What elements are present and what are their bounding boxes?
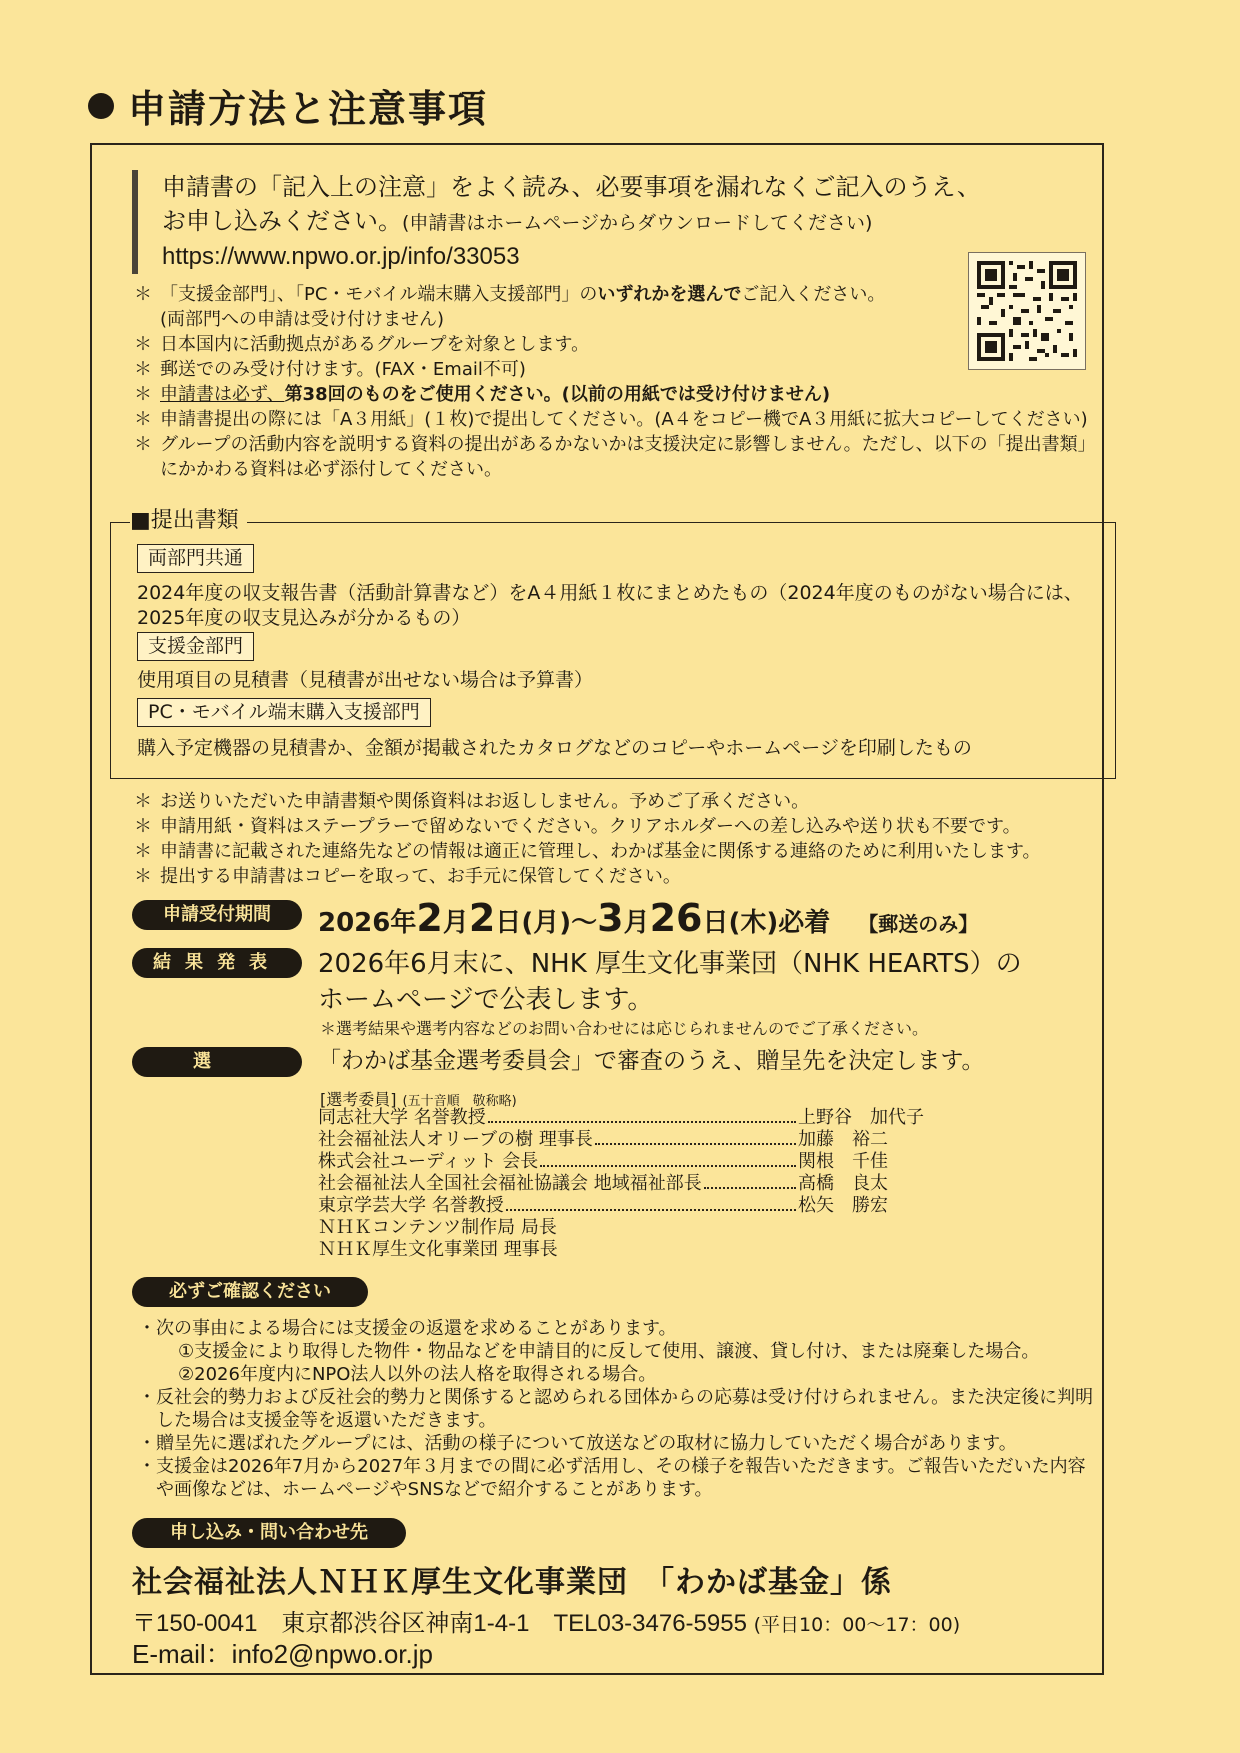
- list-item: 社会福祉法人オリーブの樹 理事長 加藤 裕二: [318, 1129, 888, 1150]
- list-item: ＊ 郵送でのみ受け付けます。(FAX・Email不可): [134, 359, 526, 380]
- result-text: 2026年6月末に、NHK 厚生文化事業団（NHK HEARTS）の ホームページで公表します。: [318, 949, 1022, 1015]
- list-item: ＮＨＫ厚生文化事業団 理事長: [318, 1239, 558, 1260]
- list-item: ＊ お送りいただいた申請書類や関係資料はお返ししません。予めご了承ください。: [134, 791, 810, 812]
- contact-address: 〒150-0041 東京都渋谷区神南1-4-1 TEL03-3476-5955 (平日10：00〜17：00): [132, 1610, 961, 1637]
- intro-line-2-main: お申し込みください。: [162, 207, 402, 235]
- committee-members: [318, 1107, 938, 1261]
- intro-line-1: 申請書の「記入上の注意」をよく読み、必要事項を漏れなくご記入のうえ、: [162, 173, 981, 201]
- result-note: ＊選考結果や選考内容などのお問い合わせには応じられませんのでご了承ください。: [320, 1019, 929, 1038]
- pc-tag: PC・モバイル端末購入支援部門: [137, 698, 431, 727]
- support-tag: 支援金部門: [137, 632, 254, 661]
- list-item: ①支援金により取得した物件・物品などを申請目的に反して使用、譲渡、貸し付け、または廃棄した場合。: [178, 1341, 1040, 1362]
- list-item: 東京学芸大学 名誉教授 松矢 勝宏: [318, 1195, 888, 1216]
- contact-label: 申し込み・問い合わせ先: [132, 1518, 406, 1548]
- selection-label: 選考: [132, 1047, 302, 1077]
- notes-bottom-list: [134, 789, 1094, 889]
- list-item: ＊ グループの活動内容を説明する資料の提出があるかないかは支援決定に影響しません。ただし、以下の「提出書類」にかかわる資料は必ず添付してください。: [134, 434, 1087, 480]
- list-item: ・ 次の事由による場合には支援金の返還を求めることがあります。: [138, 1318, 677, 1339]
- heading-text: 申請方法と注意事項: [128, 87, 489, 131]
- list-item: ②2026年度内にNPO法人以外の法人格を取得される場合。: [178, 1364, 657, 1385]
- confirm-label: 必ずご確認ください: [132, 1277, 368, 1307]
- confirm-list: [134, 1317, 1094, 1501]
- intro-line-2: [162, 204, 1122, 240]
- section-heading: [88, 78, 488, 133]
- intro-line-2-note: (申請書はホームページからダウンロードしてください): [402, 212, 873, 234]
- list-item: ＊ 「支援金部門」、「PC・モバイル端末購入支援部門」のいずれかを選んでご記入ください。: [134, 284, 886, 305]
- list-item: ＊ 提出する申請書はコピーを取って、お手元に保管してください。: [134, 866, 681, 887]
- common-tag: 両部門共通: [137, 544, 254, 573]
- list-item: ＮＨＫコンテンツ制作局 局長: [318, 1217, 557, 1238]
- result-label: 結果発表: [132, 948, 302, 978]
- list-item: ＊ 申請用紙・資料はステープラーで留めないでください。クリアホルダーへの差し込みや送り状も不要です。: [134, 816, 1021, 837]
- bullet-dot-icon: [88, 93, 114, 119]
- committee-label: [選考委員] (五十音順 敬称略): [320, 1090, 517, 1109]
- list-item: ・ 支援金は2026年7月から2027年３月までの間に必ず活用し、その様子を報告いただきます。ご報告いただいた内容や画像などは、ホームページやSNSなどで紹介することがあります。: [138, 1456, 1086, 1500]
- contact-org: 社会福祉法人ＮＨＫ厚生文化事業団 「わかば基金」係: [132, 1565, 892, 1600]
- contact-email-link[interactable]: E-mail：info2@npwo.or.jp: [132, 1639, 433, 1669]
- list-item: ＊ 日本国内に活動拠点があるグループを対象とします。: [134, 334, 590, 355]
- period-label: 申請受付期間: [132, 900, 302, 930]
- notes-top-list: [134, 282, 1094, 482]
- list-item: ＊ 申請書は必ず、第38回のものをご使用ください。(以前の用紙では受け付けません): [134, 384, 831, 405]
- support-text: 使用項目の見積書（見積書が出せない場合は予算書）: [137, 669, 594, 691]
- list-item: ・ 反社会的勢力および反社会的勢力と関係すると認められる団体からの応募は受け付けられません。また決定後に判明した場合は支援金等を返還いただきます。: [138, 1387, 1094, 1431]
- list-item: ・ 贈呈先に選ばれたグループには、活動の様子について放送などの取材に協力していただく場合があります。: [138, 1433, 1017, 1454]
- intro-url-link[interactable]: https://www.npwo.or.jp/info/33053: [162, 243, 520, 270]
- pc-text: 購入予定機器の見積書か、金額が掲載されたカタログなどのコピーやホームページを印刷したもの: [137, 737, 972, 759]
- list-item: 同志社大学 名誉教授 上野谷 加代子: [318, 1107, 924, 1128]
- common-text: 2024年度の収支報告書（活動計算書など）をA４用紙１枚にまとめたもの（2024年度のものがない場合には、2025年度の収支見込みが分かるもの）: [137, 582, 1083, 629]
- list-item: ＊ 申請書提出の際には「A３用紙」(１枚)で提出してください。(A４をコピー機でA３用紙に拡大コピーしてください): [134, 409, 1088, 430]
- list-item: 株式会社ユーディット 会長 関根 千佳: [318, 1151, 888, 1172]
- selection-text: 「わかば基金選考委員会」で審査のうえ、贈呈先を決定します。: [318, 1048, 985, 1074]
- period-dates: 2026年2月2日(月)〜3月26日(木)必着 【郵送のみ】: [318, 896, 979, 940]
- list-item: ＊ 申請書に記載された連絡先などの情報は適正に管理し、わかば基金に関係する連絡のために利用いたします。: [134, 841, 1041, 862]
- list-item: (両部門への申請は受け付けません): [160, 309, 445, 330]
- documents-title: ■提出書類: [130, 508, 247, 534]
- list-item: 社会福祉法人全国社会福祉協議会 地域福祉部長 高橋 良太: [318, 1173, 888, 1194]
